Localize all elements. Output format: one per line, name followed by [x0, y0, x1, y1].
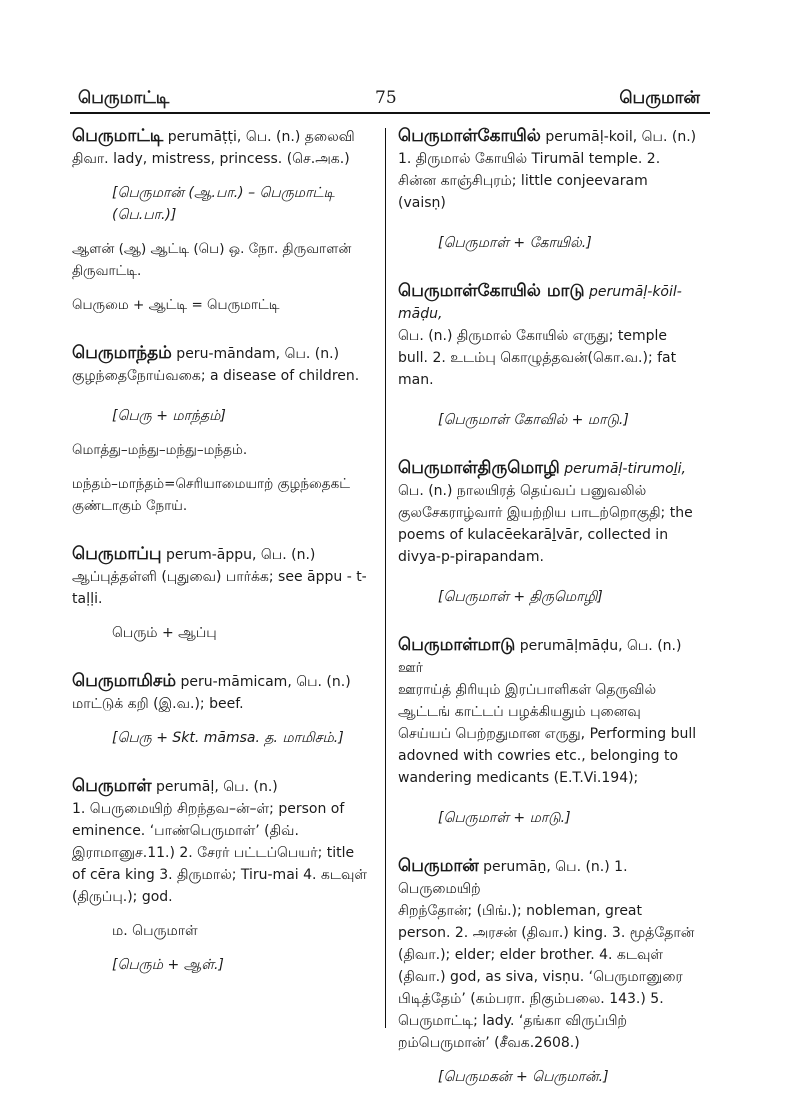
headword: பெருமாள்மாடு	[398, 635, 516, 655]
definition: ஆப்புத்தள்ளி (புதுவை) பார்க்க; see āppu - t-taḷḷi.	[72, 569, 367, 607]
entry-perumal-koil	[398, 125, 698, 254]
definition: 1. பெருமையிற் சிறந்தவ–ன்–ள்; person of eminence. ‘பாண்பெருமாள்’ (திவ். இராமானுச.11.) 2. சேரர் பட்டப்பெயர்; title of cēra king 3. திருமால்; Tiru-mai 4. கடவுள் (திருப்பு.); god.	[72, 801, 368, 905]
page-number: 75	[375, 88, 397, 108]
note: பெரும் + ஆப்பு	[112, 625, 217, 641]
headword: பெருமாந்தம்	[72, 343, 172, 363]
note: மந்தம்–மாந்தம்=செரியாமையாற் குழந்தைகட் குண்டாகும் நோய்.	[72, 476, 350, 514]
etymology: [பெருமாள் + கோயில்.]	[438, 235, 592, 251]
etymology: [பெருமாள் + மாடு.]	[438, 810, 571, 826]
entry-perumal-koil-madu	[398, 280, 698, 431]
column-divider	[385, 128, 386, 1028]
etymology: [பெரும் + ஆள்.]	[112, 957, 224, 973]
entry-line: peru-māmicam, பெ. (n.)	[176, 674, 351, 690]
etymology: [பெருமான் (ஆ.பா.) – பெருமாட்டி (பெ.பா.)]	[112, 185, 335, 223]
definition: ஊராய்த் திரியும் இரப்பாளிகள் தெருவில் ஆட்டங் காட்டப் பழக்கியதும் புனைவு செய்யப் பெற்றதுமான எருது, Performing bull adovned with cowries etc., belonging to wandering medicants (E.T.Vi.194);	[398, 682, 697, 786]
entry-line: perumāḷmāḍu, பெ. (n.) ஊர்	[398, 638, 682, 676]
etymology: [பெரு + Skt. māmsa. த. மாமிசம்.]	[112, 730, 344, 746]
entry-perumappu	[72, 543, 372, 644]
entry-perumal-tirumozhi	[398, 457, 698, 608]
entry-line: perumāḷ, பெ. (n.)	[151, 779, 278, 795]
headword: பெருமாள்	[72, 776, 152, 796]
definition: திவா. lady, mistress, princess. (செ.அக.)	[72, 151, 350, 167]
etymology: [பெரு + மாந்தம்]	[112, 408, 226, 424]
entry-perumal-madu	[398, 634, 698, 829]
header-guide-word-right: பெருமான்	[619, 88, 700, 108]
headword: பெருமாள்திருமொழி	[398, 458, 560, 478]
definition: பெ. (n.) திருமால் கோயில் எருது; temple bull. 2. உடம்பு கொழுத்தவன்(கொ.வ.); fat man.	[398, 328, 677, 388]
headword: பெருமாள்கோயில்	[398, 126, 541, 146]
note: மொத்து–மந்து–மந்து–மந்தம்.	[72, 442, 248, 458]
entry-line: peru-māndam, பெ. (n.)	[171, 346, 340, 362]
entry-line: perum-āppu, பெ. (n.)	[161, 547, 316, 563]
entry-perumal	[72, 775, 372, 976]
entry-perumandam	[72, 342, 372, 517]
page-header	[70, 80, 710, 120]
left-column	[72, 125, 372, 976]
entry-perumatti	[72, 125, 372, 316]
etymology: [பெருமாள் + திருமொழி]	[438, 589, 603, 605]
headword: பெருமான்	[398, 856, 479, 876]
definition: 1. திருமால் கோயில் Tirumāl temple. 2. சின்ன காஞ்சிபுரம்; little conjeevaram (vaisṇ)	[398, 151, 661, 211]
definition: குழந்தைநோய்வகை; a disease of children.	[72, 368, 360, 384]
headword: பெருமாள்கோயில் மாடு	[398, 281, 585, 301]
entry-line: perumāḷ-tirumoḻi,	[559, 461, 686, 477]
entry-line: perumāḷ-koil, பெ. (n.)	[540, 129, 697, 145]
header-rule	[70, 112, 710, 114]
headword: பெருமாப்பு	[72, 544, 162, 564]
entry-line: perumāḷ-kōil-māḍu,	[398, 284, 682, 322]
definition: சிறந்தோன்; (பிங்.); nobleman, great person. 2. அரசன் (திவா.) king. 3. மூத்தோன் (திவா.); elder; elder brother. 4. கடவுள் (திவா.) god, as siva, visṇu. ‘பெருமானுரை பிடித்தேம்’ (கம்பரா. நிகும்பலை. 143.) 5. பெருமாட்டி; lady. ‘தங்கா விருப்பிற் றம்பெருமான்’ (சீவக.2608.)	[398, 903, 695, 1051]
headword: பெருமாட்டி	[72, 126, 164, 146]
entry-peruman	[398, 855, 698, 1088]
entry-line: perumāṉ, பெ. (n.) 1. பெருமையிற்	[398, 859, 628, 897]
etymology: [பெருமாள் கோவில் + மாடு.]	[438, 412, 629, 428]
headword: பெருமாமிசம்	[72, 671, 177, 691]
note: ம. பெருமாள்	[112, 923, 198, 939]
note: பெருமை + ஆட்டி = பெருமாட்டி	[72, 297, 280, 313]
header-guide-word-left: பெருமாட்டி	[78, 88, 170, 108]
etymology: [பெருமகன் + பெருமான்.]	[438, 1069, 609, 1085]
note: ஆளன் (ஆ) ஆட்டி (பெ) ஒ. நோ. திருவாளன் திருவாட்டி.	[72, 241, 352, 279]
definition: பெ. (n.) நாலயிரத் தெய்வப் பனுவலில் குலசேகராழ்வார் இயற்றிய பாடற்றொகுதி; the poems of kulacēekarāḻvār, collected in divya-p-pirapandam.	[398, 483, 693, 565]
right-column	[398, 125, 698, 1088]
entry-line: perumāṭṭi, பெ. (n.) தலைவி	[163, 129, 355, 145]
definition: மாட்டுக் கறி (இ.வ.); beef.	[72, 696, 244, 712]
entry-perumamicam	[72, 670, 372, 749]
